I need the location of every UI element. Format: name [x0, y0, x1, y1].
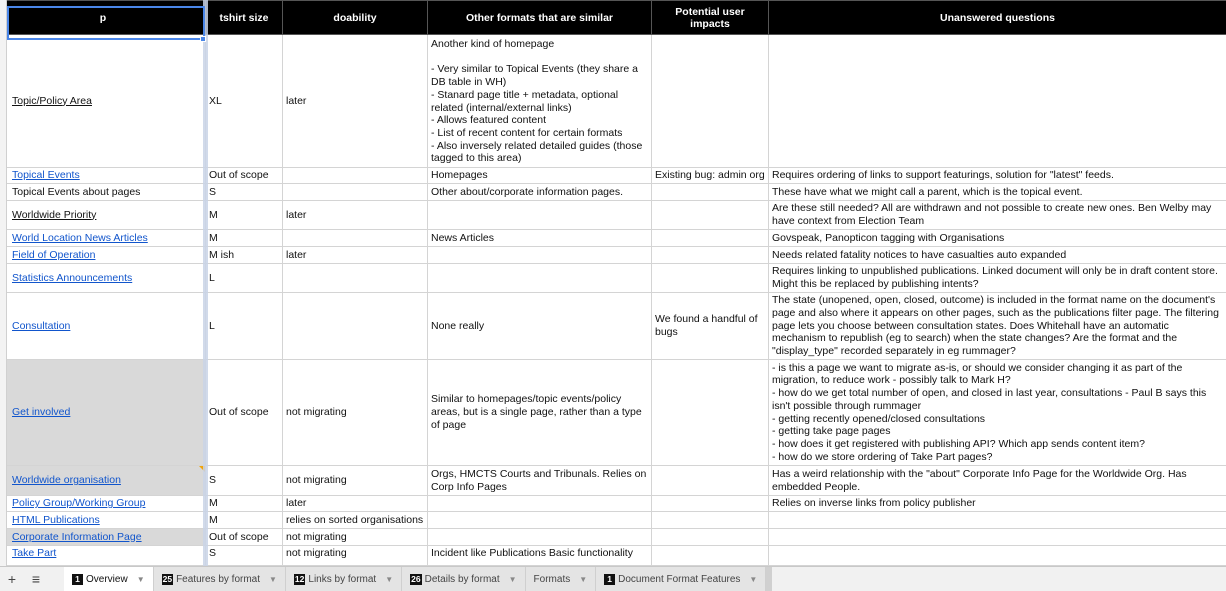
doability-cell[interactable]: relies on sorted organisations	[283, 512, 428, 529]
similar-formats-cell[interactable]	[428, 247, 652, 264]
table-row	[1, 201, 1226, 230]
format-name-cell[interactable]	[1, 546, 206, 566]
table-row	[1, 230, 1226, 247]
table-row	[1, 264, 1226, 293]
doability-cell[interactable]: later	[283, 496, 428, 512]
format-link[interactable]: Statistics Announcements	[12, 271, 133, 284]
tab-badge: 26	[411, 573, 421, 584]
plus-icon: +	[7, 571, 17, 587]
similar-formats-cell[interactable]: Other about/corporate information pages.	[428, 184, 652, 201]
format-name-cell[interactable]	[1, 466, 206, 496]
tab-details-by-format[interactable]	[402, 567, 525, 591]
column-header-unanswered-questions[interactable]: Unanswered questions	[769, 1, 1226, 35]
questions-cell[interactable]	[769, 512, 1226, 529]
similar-formats-cell[interactable]	[428, 512, 652, 529]
format-name-cell[interactable]	[1, 35, 206, 168]
size-cell[interactable]: Out of scope	[206, 360, 283, 466]
tab-label: Document Format Features	[618, 573, 741, 585]
tab-label: Overview	[86, 573, 128, 585]
sheet-tab-bar	[0, 566, 1226, 591]
similar-formats-cell[interactable]	[428, 496, 652, 512]
column-header-user-impacts[interactable]: Potential user impacts	[652, 1, 769, 35]
similar-formats-cell[interactable]	[428, 264, 652, 293]
questions-cell[interactable]: Govspeak, Panopticon tagging with Organisations	[769, 230, 1226, 247]
column-header-tshirt-size[interactable]: tshirt size	[206, 1, 283, 35]
tab-badge: 25	[162, 573, 173, 584]
format-name-cell[interactable]	[1, 168, 206, 184]
chevron-down-icon[interactable]: ▼	[508, 574, 517, 584]
user-impacts-cell[interactable]	[652, 529, 769, 546]
user-impacts-cell[interactable]	[652, 360, 769, 466]
format-link[interactable]: Worldwide Priority	[12, 208, 97, 221]
tab-document-format-features[interactable]	[596, 567, 766, 591]
doability-cell[interactable]: not migrating	[283, 360, 428, 466]
tab-bar-filler	[772, 567, 1226, 591]
similar-formats-cell[interactable]: None really	[428, 293, 652, 360]
format-link[interactable]: Get involved	[12, 406, 71, 419]
similar-formats-cell[interactable]: Orgs, HMCTS Courts and Tribunals. Relies on Corp Info Pages	[428, 466, 652, 496]
similar-formats-cell[interactable]	[428, 201, 652, 230]
tab-badge: 12	[294, 573, 305, 584]
size-cell[interactable]: Out of scope	[206, 529, 283, 546]
format-link[interactable]: Topical Events	[12, 169, 80, 182]
user-impacts-cell[interactable]	[652, 496, 769, 512]
user-impacts-cell[interactable]	[652, 466, 769, 496]
user-impacts-cell[interactable]	[652, 184, 769, 201]
all-sheets-button[interactable]	[24, 567, 48, 591]
chevron-down-icon[interactable]: ▼	[385, 574, 394, 584]
table-row	[1, 360, 1226, 466]
table-row	[1, 168, 1226, 184]
format-name-cell[interactable]	[1, 184, 206, 201]
table-row	[1, 184, 1226, 201]
format-link[interactable]: Corporate Information Page	[12, 530, 142, 543]
size-cell[interactable]: M	[206, 512, 283, 529]
chevron-down-icon[interactable]: ▼	[136, 574, 145, 584]
column-header-p[interactable]: p	[1, 1, 206, 35]
doability-cell[interactable]	[283, 168, 428, 184]
doability-cell[interactable]	[283, 264, 428, 293]
format-link[interactable]: Take Part	[12, 547, 57, 559]
format-link[interactable]: Consultation	[12, 319, 71, 332]
column-header-similar-formats[interactable]: Other formats that are similar	[428, 1, 652, 35]
chevron-down-icon[interactable]: ▼	[269, 574, 277, 584]
similar-formats-cell[interactable]: Homepages	[428, 168, 652, 184]
doability-cell[interactable]: later	[283, 201, 428, 230]
questions-cell[interactable]: Requires linking to unpublished publications. Linked document will only be in draft content store. Might this be replaced by publishing intents?	[769, 264, 1226, 293]
table-row	[1, 546, 1226, 566]
chevron-down-icon[interactable]: ▼	[749, 574, 758, 584]
size-cell[interactable]: M	[206, 230, 283, 247]
user-impacts-cell[interactable]	[652, 230, 769, 247]
questions-cell[interactable]: These have what we might call a parent, which is the topical event.	[769, 184, 1226, 201]
tab-badge: 1	[72, 574, 83, 585]
similar-formats-cell[interactable]: News Articles	[428, 230, 652, 247]
size-cell[interactable]: S	[206, 184, 283, 201]
user-impacts-cell[interactable]	[652, 546, 769, 566]
size-cell[interactable]: S	[206, 546, 283, 566]
format-link[interactable]: Field of Operation	[12, 248, 96, 261]
column-header-doability[interactable]: doability	[283, 1, 428, 35]
questions-cell[interactable]: The state (unopened, open, closed, outcome) is included in the format name on the document's page and also where it appears on other pages, such as the publications filter page. The filtering page lets you choose between consultation states. Does Whitehall have an automatic mechanism to republish (eg to search) when the state changes? Are the format and the "display_type" recorded separately in eg rummager?	[769, 293, 1226, 360]
row-header-strip	[0, 0, 7, 566]
table-row	[1, 512, 1226, 529]
table-row	[1, 466, 1226, 496]
size-cell[interactable]: L	[206, 264, 283, 293]
format-name-cell[interactable]	[1, 201, 206, 230]
questions-cell[interactable]: - is this a page we want to migrate as-is, or should we consider changing it as part of the migration, to reduce work - possibly talk to Mark H? - how do we get total number of open, and closed in last year, consultations - Paul B says this isn't possible through rummager - getting recently opened/closed consultations - getting take page pages - how does it get registered with publishing API? Which app sends content item? - how do we store ordering of Take Part pages?	[769, 360, 1226, 466]
size-cell[interactable]: Out of scope	[206, 168, 283, 184]
format-name-cell[interactable]	[1, 264, 206, 293]
format-link[interactable]: Policy Group/Working Group	[12, 497, 146, 510]
tab-links-by-format[interactable]	[286, 567, 402, 591]
tab-label: Features by format	[176, 573, 260, 585]
doability-cell[interactable]	[283, 293, 428, 360]
user-impacts-cell[interactable]: Existing bug: admin org	[652, 168, 769, 184]
doability-cell[interactable]: later	[283, 247, 428, 264]
size-cell[interactable]: M	[206, 201, 283, 230]
questions-cell[interactable]	[769, 529, 1226, 546]
format-name-cell[interactable]	[1, 496, 206, 512]
doability-cell[interactable]: not migrating	[283, 529, 428, 546]
header-row	[1, 1, 1226, 35]
similar-formats-cell[interactable]: Another kind of homepage - Very similar to Topical Events (they share a DB table in WH) - Stanard page title + metadata, optional related (internal/external links) - Allows featured content - List of recent content for certain formats - Also inversely related detailed guides (those tagged to this area)	[428, 35, 652, 168]
format-name-cell[interactable]	[1, 529, 206, 546]
tab-features-by-format[interactable]	[154, 567, 286, 591]
questions-cell[interactable]	[769, 546, 1226, 566]
size-cell[interactable]: M ish	[206, 247, 283, 264]
format-name-cell[interactable]	[1, 230, 206, 247]
questions-cell[interactable]: Relies on inverse links from policy publisher	[769, 496, 1226, 512]
table-row	[1, 496, 1226, 512]
user-impacts-cell[interactable]: We found a handful of bugs	[652, 293, 769, 360]
format-name-cell[interactable]	[1, 293, 206, 360]
table-row	[1, 529, 1226, 546]
doability-cell[interactable]: not migrating	[283, 546, 428, 566]
size-cell[interactable]: XL	[206, 35, 283, 168]
size-cell[interactable]: M	[206, 496, 283, 512]
frozen-column-divider[interactable]	[203, 0, 208, 566]
similar-formats-cell[interactable]: Incident like Publications Basic functionality	[428, 546, 652, 566]
chevron-down-icon[interactable]: ▼	[579, 574, 588, 584]
user-impacts-cell[interactable]	[652, 512, 769, 529]
size-cell[interactable]: S	[206, 466, 283, 496]
fill-handle[interactable]	[200, 36, 206, 42]
questions-cell[interactable]	[769, 35, 1226, 168]
user-impacts-cell[interactable]	[652, 264, 769, 293]
format-link[interactable]: World Location News Articles	[12, 231, 148, 244]
doability-cell[interactable]: not migrating	[283, 466, 428, 496]
questions-cell[interactable]: Needs related fatality notices to have casualties auto expanded	[769, 247, 1226, 264]
list-icon: ≡	[31, 571, 41, 587]
size-cell[interactable]: L	[206, 293, 283, 360]
format-link[interactable]: HTML Publications	[12, 513, 100, 526]
format-link[interactable]: Worldwide organisation	[12, 474, 121, 487]
tab-bar-spacer	[48, 567, 64, 591]
tab-label: Details by format	[424, 573, 500, 585]
tab-badge: 1	[604, 574, 615, 585]
tab-formats[interactable]	[526, 567, 597, 591]
doability-cell[interactable]	[283, 184, 428, 201]
user-impacts-cell[interactable]	[652, 35, 769, 168]
doability-cell[interactable]	[283, 230, 428, 247]
format-name-cell[interactable]	[1, 247, 206, 264]
add-sheet-button[interactable]	[0, 567, 24, 591]
format-link[interactable]: Topic/Policy Area	[12, 94, 92, 107]
user-impacts-cell[interactable]	[652, 201, 769, 230]
table-row	[1, 35, 1226, 168]
tab-label: Links by format	[308, 573, 377, 585]
table-row	[1, 247, 1226, 264]
format-name-cell[interactable]	[1, 512, 206, 529]
user-impacts-cell[interactable]	[652, 247, 769, 264]
tab-overview[interactable]	[64, 567, 154, 591]
doability-cell[interactable]: later	[283, 35, 428, 168]
format-link[interactable]: Topical Events about pages	[12, 185, 141, 198]
questions-cell[interactable]: Has a weird relationship with the "about" Corporate Info Page for the Worldwide Org. Has embedded People.	[769, 466, 1226, 496]
questions-cell[interactable]: Requires ordering of links to support featurings, solution for "latest" feeds.	[769, 168, 1226, 184]
similar-formats-cell[interactable]	[428, 529, 652, 546]
tab-label: Formats	[533, 573, 571, 585]
similar-formats-cell[interactable]: Similar to homepages/topic events/policy areas, but is a single page, rather than a type of page	[428, 360, 652, 466]
format-name-cell[interactable]	[1, 360, 206, 466]
table-row	[1, 293, 1226, 360]
questions-cell[interactable]: Are these still needed? All are withdrawn and not possible to create new ones. Ben Welby may have context from Election Team	[769, 201, 1226, 230]
